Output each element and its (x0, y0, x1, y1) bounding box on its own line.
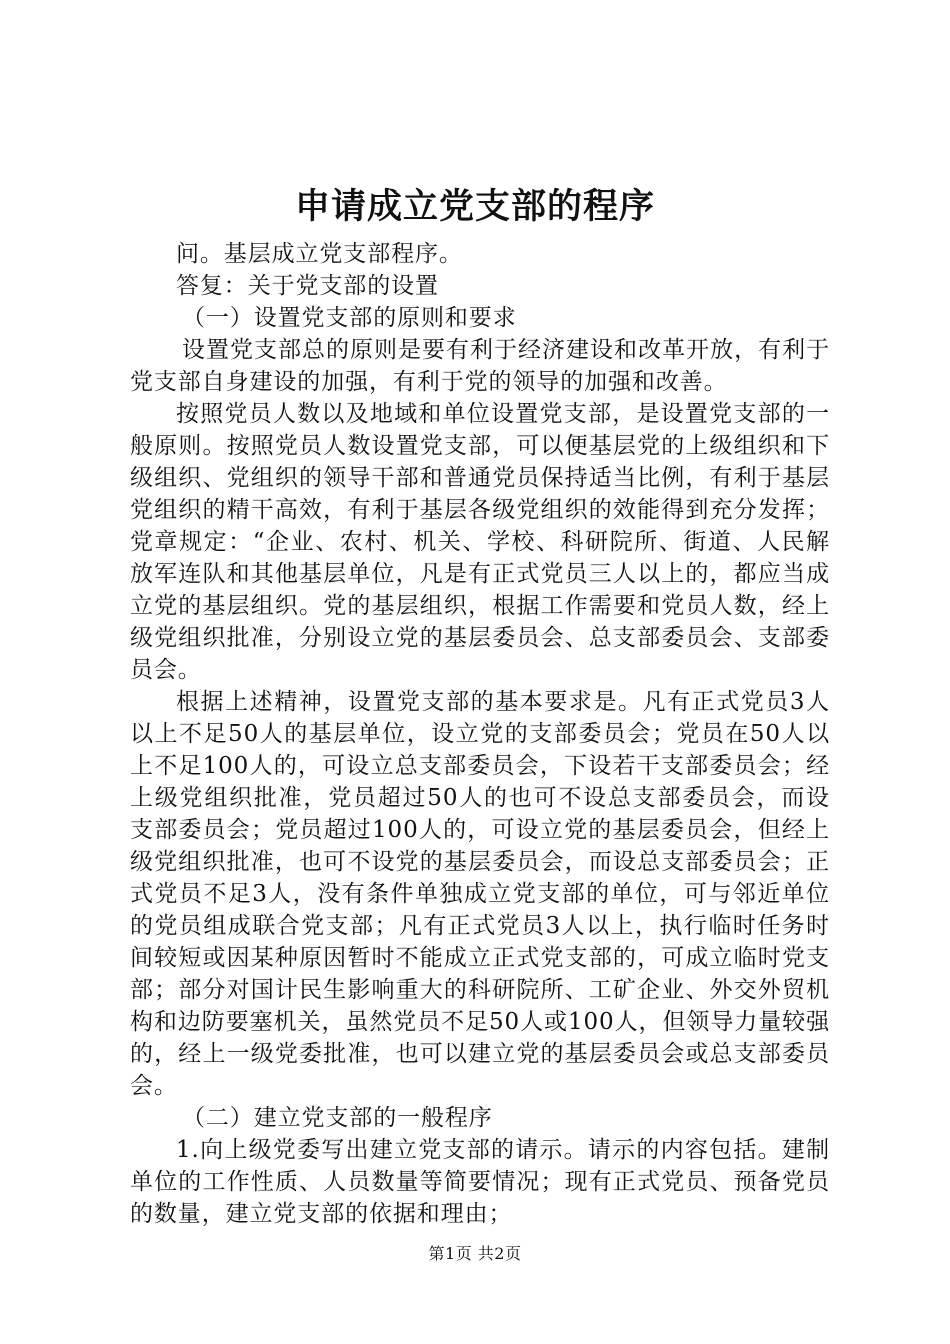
document-title: 申请成立党支部的程序 (294, 186, 655, 227)
paragraph-answer-intro: 答复：关于党支部的设置 (176, 273, 439, 299)
document-body (130, 238, 830, 1230)
paragraph-question: 问。基层成立党支部程序。 (176, 241, 463, 267)
paragraph-step-1: 1.向上级党委写出建立党支部的请示。请示的内容包括。建制单位的工作性质、人员数量等简要情况；现有正式党员、预备党员的数量，建立党支部的依据和理由； (130, 1137, 830, 1227)
paragraph-setting-basis: 按照党员人数以及地域和单位设置党支部，是设置党支部的一般原则。按照党员人数设置党支部，可以便基层党的上级组织和下级组织、党组织的领导干部和普通党员保持适当比例，有利于基层党组织的精干高效，有利于基层各级党组织的效能得到充分发挥；党章规定：“企业、农村、机关、学校、科研院所、街道、人民解放军连队和其他基层单位，凡是有正式党员三人以上的，都应当成立党的基层组织。党的基层组织，根据工作需要和党员人数，经上级党组织批准，分别设立党的基层委员会、总支部委员会、支部委员会。 (130, 401, 830, 683)
paragraph-basic-requirements: 根据上述精神，设置党支部的基本要求是。凡有正式党员3人以上不足50人的基层单位，设立党的支部委员会；党员在50人以上不足100人的，可设立总支部委员会，下设若干支部委员会；经上级党组织批准，党员超过50人的也可不设总支部委员会，而设支部委员会；党员超过100人的，可设立党的基层委员会，但经上级党组织批准，也可不设党的基层委员会，而设总支部委员会；正式党员不足3人，没有条件单独成立党支部的单位，可与邻近单位的党员组成联合党支部；凡有正式党员3人以上，执行临时任务时间较短或因某种原因暂时不能成立正式党支部的，可成立临时党支部；部分对国计民生影响重大的科研院所、工矿企业、外交外贸机构和边防要塞机关，虽然党员不足50人或100人，但领导力量较强的，经上一级党委批准，也可以建立党的基层委员会或总支部委员会。 (130, 689, 830, 1099)
paragraph-general-principle: 设置党支部总的原则是要有利于经济建设和改革开放，有利于党支部自身建设的加强，有利于党的领导的加强和改善。 (130, 337, 830, 395)
section-heading-2: （二）建立党支部的一般程序 (182, 1105, 493, 1131)
page-footer: 第1页 共2页 (428, 1244, 522, 1263)
section-heading-1: （一）设置党支部的原则和要求 (182, 305, 517, 331)
